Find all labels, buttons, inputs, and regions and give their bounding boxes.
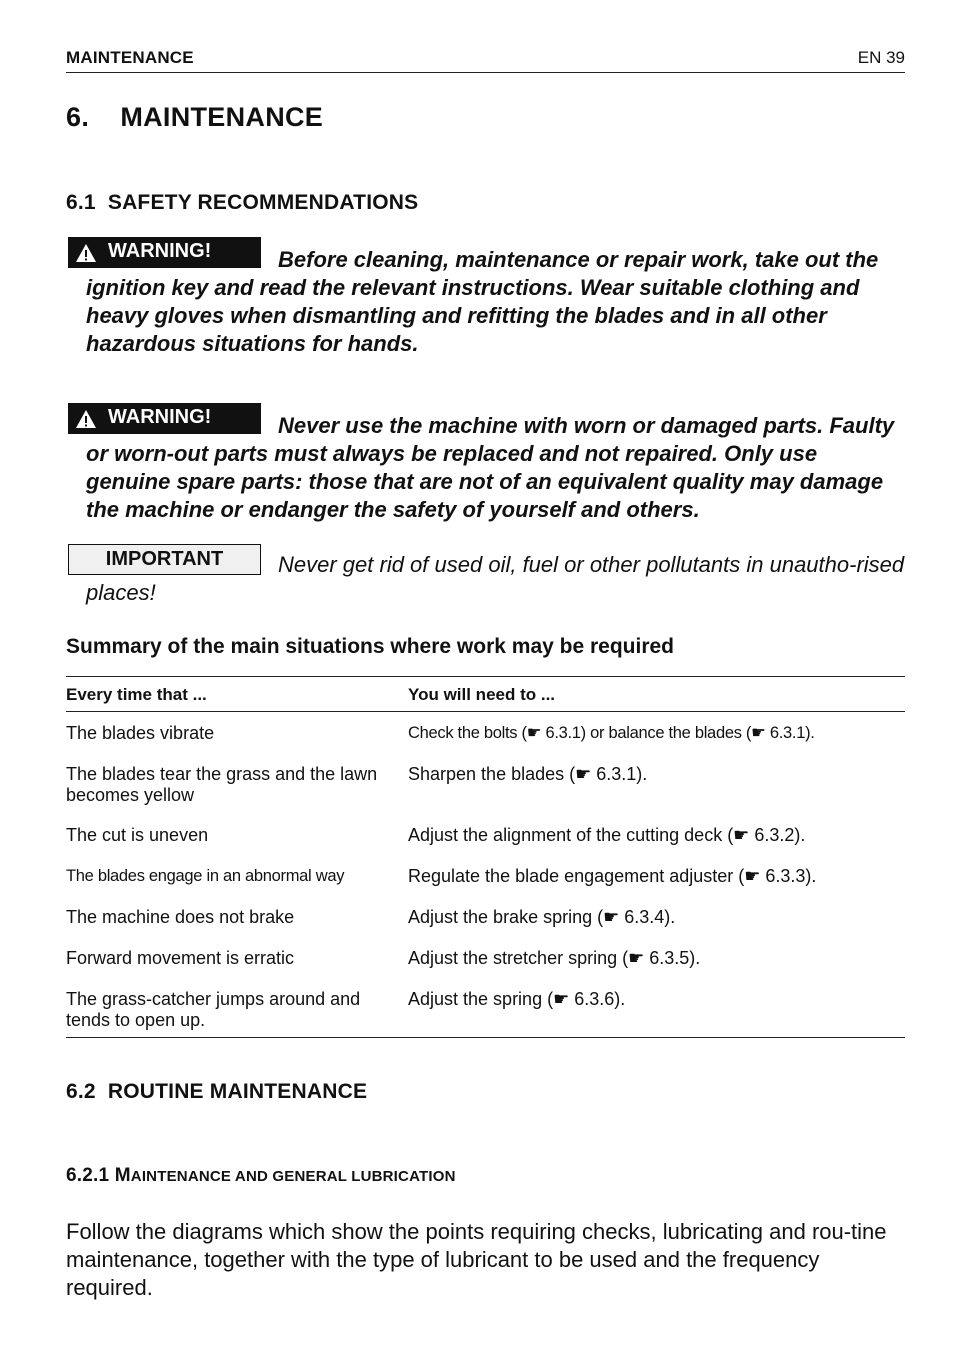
summary-table <box>66 676 905 1038</box>
section-6-2-1-heading <box>66 1165 456 1187</box>
chapter-title: 6. MAINTENANCE <box>66 102 324 132</box>
subsection-title-rest: AINTENANCE AND GENERAL LUBRICATION <box>130 1168 456 1185</box>
warning-badge <box>68 403 261 434</box>
subsection-title-initial: M <box>114 1165 131 1186</box>
table-cell-situation: The blades tear the grass and the lawn becomes yellow <box>66 764 378 805</box>
important-callout <box>66 544 905 607</box>
warning-text-1: Before cleaning, maintenance or repair work, take out the ignition key and read the relevant instructions. Wear suitable clothing and heavy gloves when dismantling and refitting the blades and in all other hazardous situations for hands. <box>86 247 879 356</box>
table-header-row <box>66 677 905 712</box>
section-6-2-heading: 6.2 ROUTINE MAINTENANCE <box>66 1080 368 1103</box>
table-cell-action: Adjust the brake spring (☛ 6.3.4). <box>408 907 676 927</box>
important-badge: IMPORTANT <box>68 544 261 575</box>
summary-title: Summary of the main situations where work may be required <box>66 635 674 658</box>
table-cell-situation: The blades vibrate <box>66 723 215 743</box>
subsection-number: 6.2.1 <box>66 1165 115 1186</box>
warning-badge-label: WARNING! <box>108 406 212 428</box>
table-cell-action: Regulate the blade engagement adjuster (☛ 6.3.3). <box>408 866 817 886</box>
header-section: MAINTENANCE <box>66 48 194 67</box>
table-cell-situation: The machine does not brake <box>66 907 295 927</box>
important-text: Never get rid of used oil, fuel or other pollutants in unautho-rised places! <box>86 552 905 605</box>
body-paragraph: Follow the diagrams which show the points requiring checks, lubricating and rou-tine maintenance, together with the type of lubricant to be used and the frequency required. <box>66 1219 887 1300</box>
warning-callout-2 <box>66 403 905 524</box>
table-cell-situation: Forward movement is erratic <box>66 948 295 968</box>
table-cell-situation: The cut is uneven <box>66 825 209 845</box>
table-cell-action: Check the bolts (☛ 6.3.1) or balance the blades (☛ 6.3.1). <box>408 724 815 742</box>
warning-text-2: Never use the machine with worn or damaged parts. Faulty or worn-out parts must always be replaced and not repaired. Only use genuine spare parts: those that are not of an equivalent quality may damage the machine or endanger the safety of yourself and others. <box>86 413 895 522</box>
warning-badge <box>68 237 261 268</box>
header-page-number: EN 39 <box>857 48 905 67</box>
running-header <box>66 46 905 73</box>
warning-callout-1 <box>66 237 905 358</box>
warning-badge-label: WARNING! <box>108 240 212 262</box>
table-cell-situation: The grass-catcher jumps around and tends to open up. <box>66 989 361 1030</box>
table-cell-action: Sharpen the blades (☛ 6.3.1). <box>408 764 648 784</box>
section-6-1-heading: 6.1 SAFETY RECOMMENDATIONS <box>66 191 419 214</box>
column-header: Every time that ... <box>66 685 207 704</box>
warning-triangle-icon <box>75 243 97 263</box>
warning-triangle-icon <box>75 409 97 429</box>
column-header: You will need to ... <box>408 685 556 704</box>
table-cell-action: Adjust the spring (☛ 6.3.6). <box>408 989 626 1009</box>
table-cell-action: Adjust the alignment of the cutting deck (☛ 6.3.2). <box>408 825 806 845</box>
table-cell-situation: The blades engage in an abnormal way <box>66 867 345 885</box>
table-cell-action: Adjust the stretcher spring (☛ 6.3.5). <box>408 948 701 968</box>
